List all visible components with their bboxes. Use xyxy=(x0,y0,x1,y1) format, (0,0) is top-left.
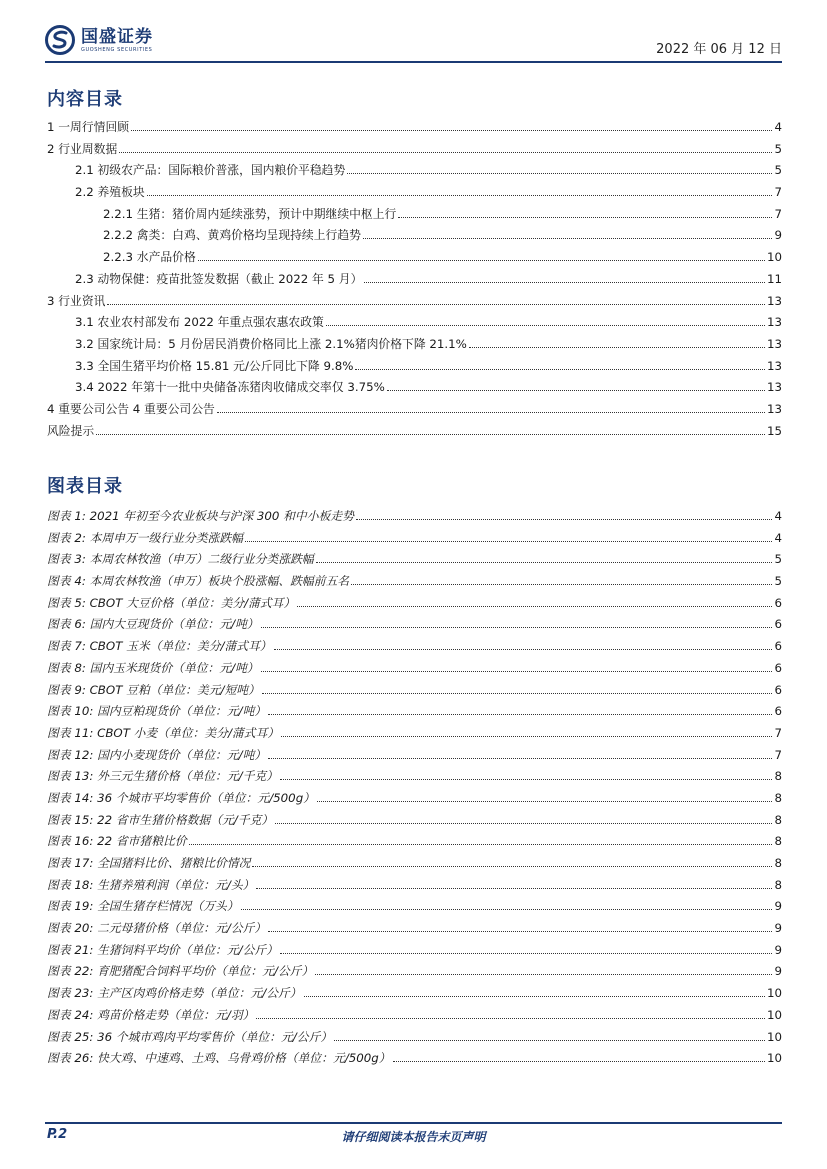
toc-entry-page: 13 xyxy=(766,336,782,351)
dot-leader xyxy=(261,671,773,672)
figure-entry-text: 图表 9: CBOT 豆粕（单位：美元/短吨） xyxy=(47,682,260,697)
figure-entry-text: 图表 6: 国内大豆现货价（单位：元/吨） xyxy=(47,617,259,632)
figure-entry-page: 5 xyxy=(774,552,782,567)
figure-entry-page: 9 xyxy=(774,899,782,914)
figure-entry-page: 9 xyxy=(774,942,782,957)
figure-entry-page: 4 xyxy=(774,530,782,545)
figure-entry-text: 图表 21: 生猪饲料平均价（单位：元/公斤） xyxy=(47,942,279,957)
dot-leader xyxy=(347,173,772,174)
dot-leader xyxy=(304,996,765,997)
toc-entry-text: 3.4 2022 年第十一批中央储备冻猪肉收储成交率仅 3.75% xyxy=(75,380,385,395)
logo-name-cn: 国盛证券 xyxy=(81,26,153,47)
figure-entry-page: 6 xyxy=(774,639,782,654)
figure-entry[interactable] xyxy=(47,897,782,919)
figure-entry[interactable] xyxy=(47,746,782,768)
dot-leader xyxy=(252,866,772,867)
toc-entry-page: 7 xyxy=(774,185,782,200)
toc-entry[interactable] xyxy=(47,292,782,314)
figure-entry-page: 8 xyxy=(774,834,782,849)
figure-index-title: 图表目录 xyxy=(47,476,123,497)
figure-entry[interactable] xyxy=(47,529,782,551)
figure-index-list xyxy=(47,507,782,1071)
figure-entry-page: 7 xyxy=(774,747,782,762)
figure-entry[interactable] xyxy=(47,832,782,854)
toc-entry[interactable] xyxy=(47,248,782,270)
toc-entry-text: 2.3 动物保健：疫苗批签发数据（截止 2022 年 5 月） xyxy=(75,271,363,286)
figure-entry[interactable] xyxy=(47,659,782,681)
figure-entry[interactable] xyxy=(47,1049,782,1071)
dot-leader xyxy=(261,627,773,628)
figure-entry-page: 10 xyxy=(766,986,782,1001)
dot-leader xyxy=(398,217,772,218)
toc-entry[interactable] xyxy=(47,400,782,422)
dot-leader xyxy=(147,195,773,196)
figure-entry-page: 8 xyxy=(774,856,782,870)
toc-entry-text: 风险提示 xyxy=(47,423,95,438)
toc-entry[interactable] xyxy=(47,422,782,444)
figure-entry[interactable] xyxy=(47,615,782,637)
figure-entry-page: 8 xyxy=(774,790,782,805)
figure-entry[interactable] xyxy=(47,962,782,984)
logo-mark-icon xyxy=(45,25,75,55)
figure-entry[interactable] xyxy=(47,594,782,616)
dot-leader xyxy=(268,931,772,932)
dot-leader xyxy=(393,1061,765,1062)
figure-entry-page: 6 xyxy=(774,595,782,610)
toc-entry-page: 5 xyxy=(774,163,782,178)
toc-entry-text: 4 重要公司公告 4 重要公司公告 xyxy=(47,401,215,416)
figure-entry[interactable] xyxy=(47,550,782,572)
figure-entry[interactable] xyxy=(47,789,782,811)
logo-name-en: GUOSHENG SECURITIES xyxy=(81,46,153,53)
toc-list xyxy=(47,118,782,443)
dot-leader xyxy=(131,130,772,131)
page-number: P.2 xyxy=(47,1127,68,1142)
toc-entry[interactable] xyxy=(47,313,782,335)
figure-entry[interactable] xyxy=(47,1006,782,1028)
toc-entry-page: 4 xyxy=(774,120,782,134)
figure-entry-text: 图表 7: CBOT 玉米（单位：美分/蒲式耳） xyxy=(47,639,272,654)
figure-entry-page: 9 xyxy=(774,964,782,979)
figure-entry-text: 图表 8: 国内玉米现货价（单位：元/吨） xyxy=(47,660,259,675)
figure-entry-text: 图表 20: 二元母猪价格（单位：元/公斤） xyxy=(47,921,267,936)
toc-entry-text: 3.3 全国生猪平均价格 15.81 元/公斤同比下降 9.8% xyxy=(75,358,354,373)
toc-entry-page: 15 xyxy=(766,423,782,438)
dot-leader xyxy=(256,888,772,889)
dot-leader xyxy=(241,909,773,910)
figure-entry-text: 图表 15: 22 省市生猪价格数据（元/千克） xyxy=(47,812,274,827)
company-logo xyxy=(45,25,153,55)
toc-entry-page: 5 xyxy=(774,141,782,156)
toc-entry-page: 13 xyxy=(766,293,782,308)
figure-entry-text: 图表 23: 主产区肉鸡价格走势（单位：元/公斤） xyxy=(47,986,302,1001)
figure-entry-text: 图表 16: 22 省市猪粮比价 xyxy=(47,834,187,849)
dot-leader xyxy=(268,714,772,715)
figure-entry-page: 10 xyxy=(766,1051,782,1066)
figure-entry[interactable] xyxy=(47,572,782,594)
dot-leader xyxy=(198,260,765,261)
toc-entry-page: 13 xyxy=(766,315,782,330)
dot-leader xyxy=(107,304,765,305)
toc-entry-page: 13 xyxy=(766,358,782,373)
toc-entry[interactable] xyxy=(47,140,782,162)
figure-entry[interactable] xyxy=(47,681,782,703)
dot-leader xyxy=(275,823,772,824)
figure-entry-page: 6 xyxy=(774,617,782,632)
figure-entry-text: 图表 5: CBOT 大豆价格（单位：美分/蒲式耳） xyxy=(47,595,296,610)
figure-entry-text: 图表 22: 育肥猪配合饲料平均价（单位：元/公斤） xyxy=(47,964,314,979)
toc-entry-page: 7 xyxy=(774,206,782,221)
toc-entry-text: 2.2.2 禽类：白鸡、黄鸡价格均呈现持续上行趋势 xyxy=(103,228,361,243)
dot-leader xyxy=(356,519,773,520)
figure-entry-text: 图表 2: 本周申万一级行业分类涨跌幅 xyxy=(47,530,243,545)
figure-entry-page: 6 xyxy=(774,660,782,675)
dot-leader xyxy=(334,1040,765,1041)
toc-entry-page: 11 xyxy=(766,271,782,286)
toc-entry-text: 3.1 农业农村部发布 2022 年重点强农惠农政策 xyxy=(75,315,324,330)
dot-leader xyxy=(262,693,773,694)
figure-entry-text: 图表 19: 全国生猪存栏情况（万头） xyxy=(47,899,239,914)
toc-entry[interactable] xyxy=(47,205,782,227)
figure-entry-page: 7 xyxy=(774,725,782,740)
toc-entry-text: 1 一周行情回顾 xyxy=(47,120,130,134)
dot-leader xyxy=(364,282,765,283)
dot-leader xyxy=(256,1018,765,1019)
figure-entry-page: 8 xyxy=(774,877,782,892)
toc-entry-page: 13 xyxy=(766,380,782,395)
toc-entry-page: 10 xyxy=(766,250,782,265)
figure-entry[interactable] xyxy=(47,919,782,941)
figure-entry-text: 图表 3: 本周农林牧渔（申万）二级行业分类涨跌幅 xyxy=(47,552,314,567)
figure-entry[interactable] xyxy=(47,941,782,963)
dot-leader xyxy=(281,736,772,737)
dot-leader xyxy=(317,801,773,802)
figure-entry-page: 6 xyxy=(774,704,782,719)
figure-entry-text: 图表 1: 2021 年初至今农业板块与沪深 300 和中小板走势 xyxy=(47,509,354,523)
dot-leader xyxy=(326,325,765,326)
toc-entry-text: 2 行业周数据 xyxy=(47,141,118,156)
toc-entry[interactable] xyxy=(47,378,782,400)
report-date: 2022 年 06 月 12 日 xyxy=(656,42,782,57)
figure-entry[interactable] xyxy=(47,876,782,898)
figure-entry-page: 6 xyxy=(774,682,782,697)
figure-entry[interactable] xyxy=(47,767,782,789)
figure-entry[interactable] xyxy=(47,724,782,746)
toc-entry[interactable] xyxy=(47,183,782,205)
figure-entry-page: 8 xyxy=(774,812,782,827)
figure-entry-text: 图表 25: 36 个城市鸡肉平均零售价（单位：元/公斤） xyxy=(47,1029,333,1044)
figure-entry[interactable] xyxy=(47,637,782,659)
figure-entry[interactable] xyxy=(47,1028,782,1050)
header-divider xyxy=(45,61,782,63)
disclaimer-note: 请仔细阅读本报告末页声明 xyxy=(341,1130,486,1144)
figure-entry[interactable] xyxy=(47,854,782,876)
figure-entry[interactable] xyxy=(47,702,782,724)
figure-entry-text: 图表 4: 本周农林牧渔（申万）板块个股涨幅、跌幅前五名 xyxy=(47,574,350,589)
dot-leader xyxy=(469,347,765,348)
figure-entry-text: 图表 26: 快大鸡、中速鸡、土鸡、乌骨鸡价格（单位：元/500g） xyxy=(47,1051,391,1066)
figure-entry[interactable] xyxy=(47,507,782,529)
figure-entry-text: 图表 11: CBOT 小麦（单位：美分/蒲式耳） xyxy=(47,725,280,740)
dot-leader xyxy=(274,649,773,650)
dot-leader xyxy=(363,238,773,239)
dot-leader xyxy=(96,434,765,435)
toc-entry[interactable] xyxy=(47,161,782,183)
dot-leader xyxy=(268,758,772,759)
toc-entry[interactable] xyxy=(47,270,782,292)
toc-entry-text: 2.1 初级农产品：国际粮价普涨，国内粮价平稳趋势 xyxy=(75,163,346,178)
figure-entry-text: 图表 24: 鸡苗价格走势（单位：元/羽） xyxy=(47,1007,255,1022)
toc-entry[interactable] xyxy=(47,118,782,140)
dot-leader xyxy=(316,562,773,563)
figure-entry-text: 图表 12: 国内小麦现货价（单位：元/吨） xyxy=(47,747,267,762)
toc-title: 内容目录 xyxy=(47,89,123,110)
dot-leader xyxy=(351,584,772,585)
dot-leader xyxy=(189,844,773,845)
dot-leader xyxy=(280,953,772,954)
dot-leader xyxy=(355,369,765,370)
dot-leader xyxy=(119,152,772,153)
dot-leader xyxy=(315,974,772,975)
figure-entry-page: 10 xyxy=(766,1007,782,1022)
toc-entry-text: 2.2 养殖板块 xyxy=(75,185,145,200)
figure-entry-page: 8 xyxy=(774,769,782,784)
figure-entry-text: 图表 13: 外三元生猪价格（单位：元/千克） xyxy=(47,769,279,784)
footer-divider xyxy=(45,1122,782,1124)
dot-leader xyxy=(245,541,773,542)
figure-entry[interactable] xyxy=(47,984,782,1006)
figure-entry-page: 9 xyxy=(774,921,782,936)
toc-entry-text: 3 行业资讯 xyxy=(47,293,106,308)
toc-entry[interactable] xyxy=(47,357,782,379)
dot-leader xyxy=(387,390,765,391)
figure-entry-page: 4 xyxy=(774,509,782,523)
dot-leader xyxy=(297,606,772,607)
figure-entry-text: 图表 18: 生猪养殖利润（单位：元/头） xyxy=(47,877,255,892)
figure-entry[interactable] xyxy=(47,811,782,833)
toc-entry-text: 2.2.3 水产品价格 xyxy=(103,250,196,265)
page-header xyxy=(45,22,782,62)
dot-leader xyxy=(280,779,772,780)
toc-entry-text: 2.2.1 生猪：猪价周内延续涨势，预计中期继续中枢上行 xyxy=(103,206,397,221)
figure-entry-page: 10 xyxy=(766,1029,782,1044)
figure-entry-text: 图表 10: 国内豆粕现货价（单位：元/吨） xyxy=(47,704,267,719)
toc-entry[interactable] xyxy=(47,335,782,357)
toc-entry-page: 9 xyxy=(774,228,782,243)
toc-entry-text: 3.2 国家统计局：5 月份居民消费价格同比上涨 2.1%猪肉价格下降 21.1% xyxy=(75,336,467,351)
dot-leader xyxy=(217,412,765,413)
toc-entry[interactable] xyxy=(47,226,782,248)
toc-entry-page: 13 xyxy=(766,401,782,416)
figure-entry-text: 图表 14: 36 个城市平均零售价（单位：元/500g） xyxy=(47,790,315,805)
figure-entry-page: 5 xyxy=(774,574,782,589)
figure-entry-text: 图表 17: 全国猪料比价、猪粮比价情况 xyxy=(47,856,251,870)
